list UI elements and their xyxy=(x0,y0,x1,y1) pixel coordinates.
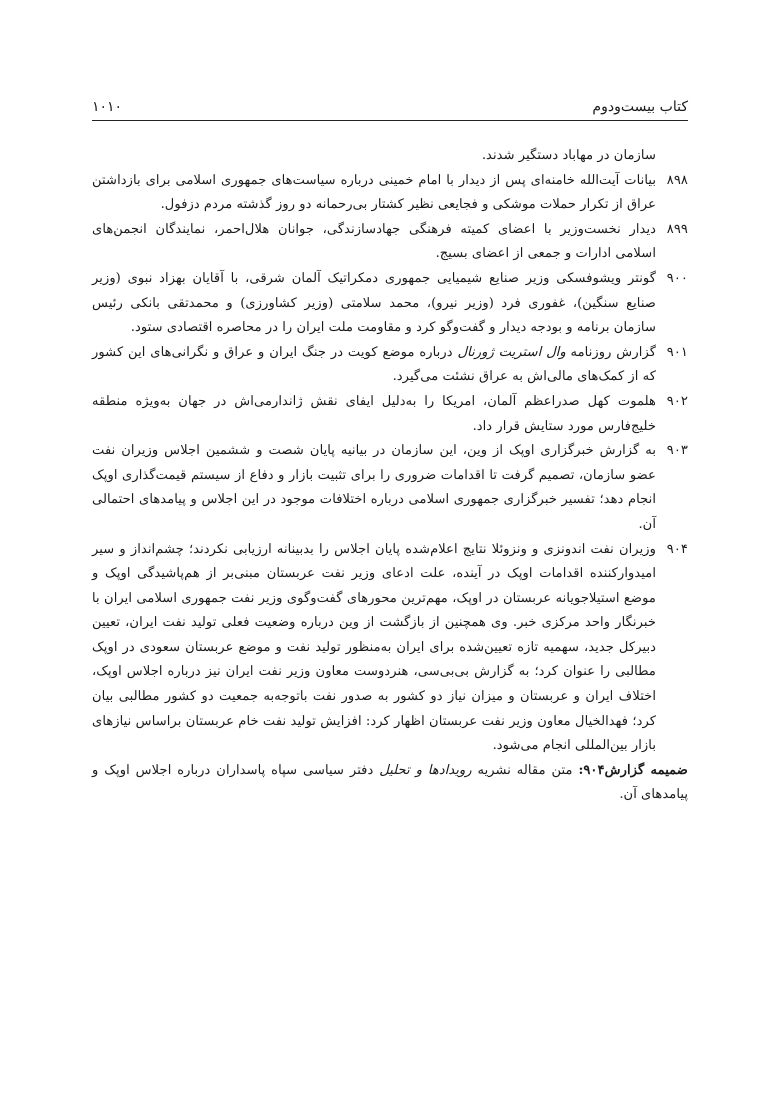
header-rule xyxy=(92,120,688,121)
entry-number: ۹۰۱ xyxy=(666,344,688,360)
entry-text-before: گزارش روزنامه xyxy=(565,344,656,360)
appendix-904 xyxy=(92,759,688,808)
publication-title: رویدادها و تحلیل xyxy=(379,762,472,778)
appendix-text-before: متن مقاله نشریه xyxy=(471,762,579,778)
entry-900 xyxy=(92,267,688,341)
continued-entry xyxy=(92,144,688,169)
entry-903 xyxy=(92,439,688,537)
continued-text: سازمان در مهاباد دستگیر شدند. xyxy=(481,148,656,163)
entry-text: دیدار نخست‌وزیر با اعضای کمیته فرهنگی جهادسازندگی، جوانان هلال‌احمر، نمایندگان انجمن‌های اسلامی ادارات و جمعی از اعضای بسیج. xyxy=(92,221,656,262)
entry-text: وزیران نفت اندونزی و ونزوئلا نتایج اعلام‌شده پایان اجلاس را بدبینانه ارزیابی نکردند؛ چشم‌انداز و سیر امیدوارکننده اقدامات اوپک در آینده، علت ادعای وزیر نفت عربستان مبنی‌بر از هم‌پاشیدگی اوپک و موضع استیلاجویانه عربستان در اوپک، مهم‌ترین محورهای گفت‌وگوی وزیر نفت جمهوری اسلامی ایران با خبرنگار واحد مرکزی خبر. وی همچنین از بازگشت از وین درباره وضعیت فعلی تولید نفت ایران، تعیین دبیرکل جدید، سهمیه تازه تعیین‌شده برای ایران به‌منظور تولید نفت و موضع عربستان سعودی در اوپک مطالبی را عنوان کرد؛ به گزارش بی‌بی‌سی، هنردوست معاون وزیر نفت ایران نیز درباره اجلاس اوپک، اختلاف ایران و عربستان و میزان نیاز دو کشور به صدور نفت باتوجه‌به جمعیت دو کشور مطالبی بیان کرد؛ فهدالخیال معاون وزیر نفت عربستان اظهار کرد: افزایش تولید نفت خام عربستان براساس نیازهای بازار بین‌المللی انجام می‌شود. xyxy=(92,541,656,754)
entry-number: ۹۰۲ xyxy=(666,393,688,409)
entry-number: ۹۰۳ xyxy=(666,443,688,459)
page-header xyxy=(92,93,688,115)
page-number: ۱۰۱۰ xyxy=(92,99,123,115)
newspaper-title: وال استریت ژورنال xyxy=(457,344,566,360)
entry-text: به گزارش خبرگزاری اوپک از وین، این سازمان در بیانیه پایان شصت و ششمین اجلاس وزیران نفت عضو سازمان، تصمیم گرفت تا اقدامات ضروری را برای تثبیت بازار و دفاع از سیستم قیمت‌گذاری اوپک انجام دهد؛ تفسیر خبرگزاری جمهوری اسلامی درباره اختلافات موجود در این اجلاس و پیامدهای احتمالی آن. xyxy=(92,443,656,532)
entry-899 xyxy=(92,218,688,267)
chronology-body xyxy=(92,144,688,808)
entry-901 xyxy=(92,341,688,390)
entry-text: گونتر ویشوفسکی وزیر صنایع شیمیایی جمهوری دمکراتیک آلمان شرقی، با آقایان بهزاد نبوی (وزیر صنایع سنگین)، غفوری فرد (وزیر نیرو)، محمد سلامتی (وزیر کشاورزی) و محمدتقی بانکی رئیس سازمان برنامه و بودجه دیدار و گفت‌وگو کرد و مقاومت ملت ایران را در محاصره اقتصادی ستود. xyxy=(92,270,656,336)
entry-number: ۹۰۴ xyxy=(666,541,688,557)
entry-text: هلموت کهل صدراعظم آلمان، امریکا را به‌دلیل ایفای نقش ژاندارمی‌اش در جهان به‌ویژه منطقه خلیج‌فارس مورد ستایش قرار داد. xyxy=(92,393,656,434)
entry-text-after: درباره موضع کویت در جنگ ایران و عراق و نگرانی‌های این کشور که از کمک‌های مالی‌اش به عراق نشئت می‌گیرد. xyxy=(92,344,656,385)
entry-904 xyxy=(92,538,688,759)
appendix-label: ضمیمه گزارش۹۰۴: xyxy=(578,762,688,778)
book-title: کتاب بیست‌ودوم xyxy=(592,99,688,115)
entry-text: بیانات آیت‌الله خامنه‌ای پس از دیدار با امام خمینی درباره سیاست‌های جمهوری اسلامی برای بازداشتن عراق از تکرار حملات موشکی و فجایعی نظیر کشتار بی‌رحمانه دو روز گذشته مردم دزفول. xyxy=(92,172,656,213)
entry-902 xyxy=(92,390,688,439)
entry-number: ۸۹۹ xyxy=(666,221,688,237)
entry-898 xyxy=(92,169,688,218)
appendix-text-after: دفتر سیاسی سپاه پاسداران درباره اجلاس اوپک و پیامدهای آن. xyxy=(92,762,688,803)
entry-number: ۸۹۸ xyxy=(666,172,688,188)
entry-number: ۹۰۰ xyxy=(666,270,688,286)
